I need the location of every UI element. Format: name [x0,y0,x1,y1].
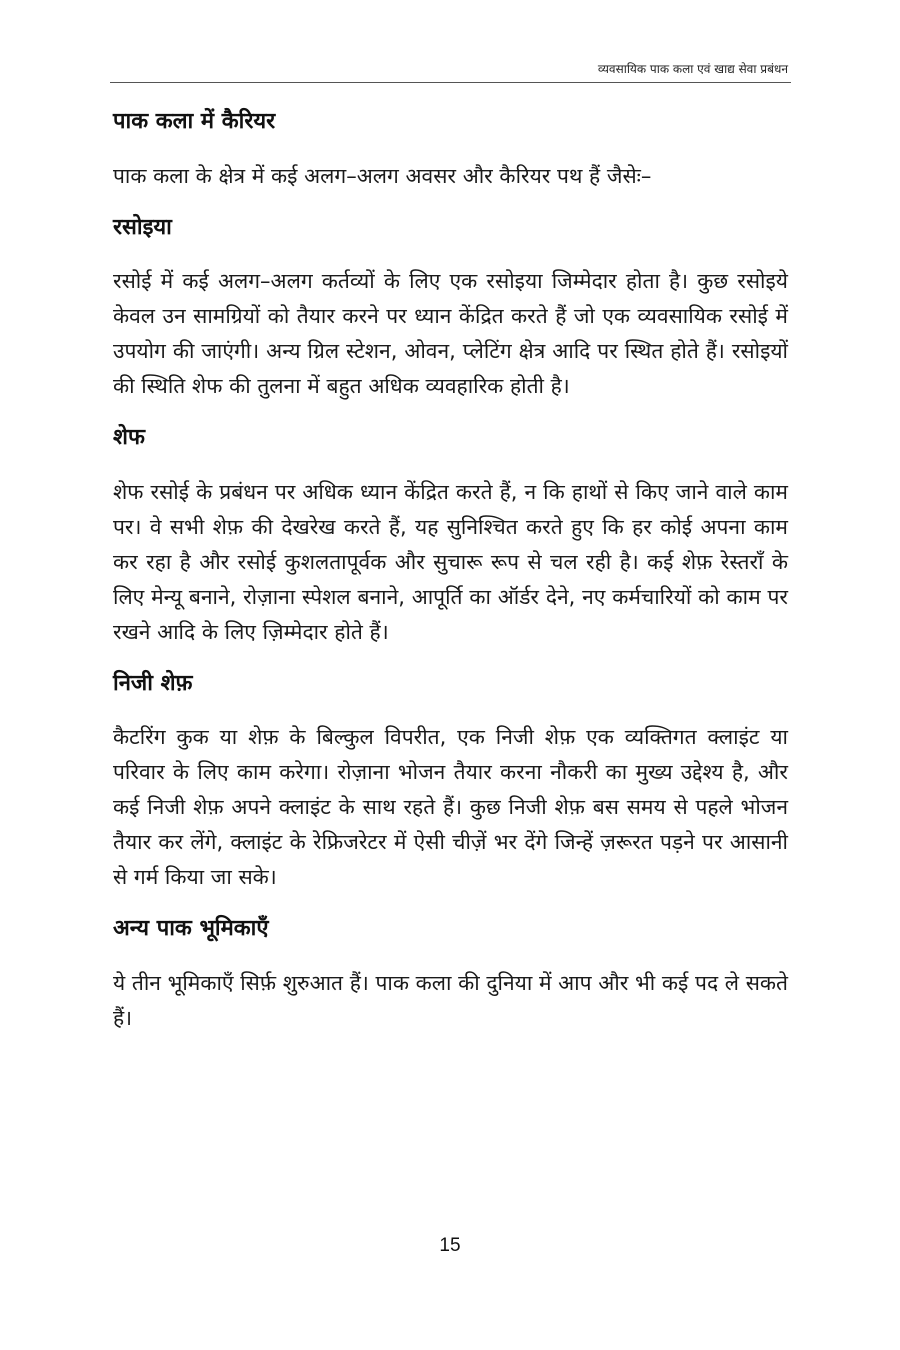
running-header-title: व्यवसायिक पाक कला एवं खाद्य सेवा प्रबंधन [597,62,788,76]
section-paragraph: पाक कला के क्षेत्र में कई अलग–अलग अवसर और कैरियर पथ हैं जैसेः– [113,163,652,188]
section-private-chef [113,670,788,896]
section-cook [113,214,788,405]
page-number: 15 [439,1235,461,1256]
header-divider [110,82,791,83]
section-heading: निजी शेफ़ [113,670,193,696]
section-chef [113,424,788,650]
section-other-culinary-roles [113,915,788,1036]
section-heading: रसोइया [113,214,172,240]
section-paragraph: ये तीन भूमिकाएँ सिर्फ़ शुरुआत हैं। पाक कला की दुनिया में आप और भी कई पद ले सकते हैं। [113,970,788,1030]
section-paragraph: रसोई में कई अलग–अलग कर्तव्यों के लिए एक रसोइया जिम्मेदार होता है। कुछ रसोइये केवल उन सामग्रियों को तैयार करने पर ध्यान केंद्रित करते हैं जो एक व्यवसायिक रसोई में उपयोग की जाएंगी। अन्य ग्रिल स्टेशन, ओवन, प्लेटिंग क्षेत्र आदि पर स्थित होते हैं। रसोइयों की स्थिति शेफ की तुलना में बहुत अधिक व्यवहारिक होती है। [113,269,788,399]
section-paragraph: शेफ रसोई के प्रबंधन पर अधिक ध्यान केंद्रित करते हैं, न कि हाथों से किए जाने वाले काम पर। वे सभी शेफ़ की देखरेख करते हैं, यह सुनिश्चित करते हुए कि हर कोई अपना काम कर रहा है और रसोई कुशलतापूर्वक और सुचारू रूप से चल रही है। कई शेफ़ रेस्तराँ के लिए मेन्यू बनाने, रोज़ाना स्पेशल बनाने, आपूर्ति का ऑर्डर देने, नए कर्मचारियों को काम पर रखने आदि के लिए ज़िम्मेदार होते हैं। [113,479,788,644]
section-heading: पाक कला में कैरियर [113,109,276,134]
section-paragraph: कैटरिंग कुक या शेफ़ के बिल्कुल विपरीत, एक निजी शेफ़ एक व्यक्तिगत क्लाइंट या परिवार के लिए काम करेगा। रोज़ाना भोजन तैयार करना नौकरी का मुख्य उद्देश्य है, और कई निजी शेफ़ अपने क्लाइंट के साथ रहते हैं। कुछ निजी शेफ़ बस समय से पहले भोजन तैयार कर लेंगे, क्लाइंट के रेफ्रिजरेटर में ऐसी चीज़ें भर देंगे जिन्हें ज़रूरत पड़ने पर आसानी से गर्म किया जा सके। [113,725,788,890]
section-career-in-culinary-arts [113,108,788,194]
section-heading: अन्य पाक भूमिकाएँ [113,916,269,942]
section-heading: शेफ [113,425,145,451]
page-body [113,108,788,1056]
